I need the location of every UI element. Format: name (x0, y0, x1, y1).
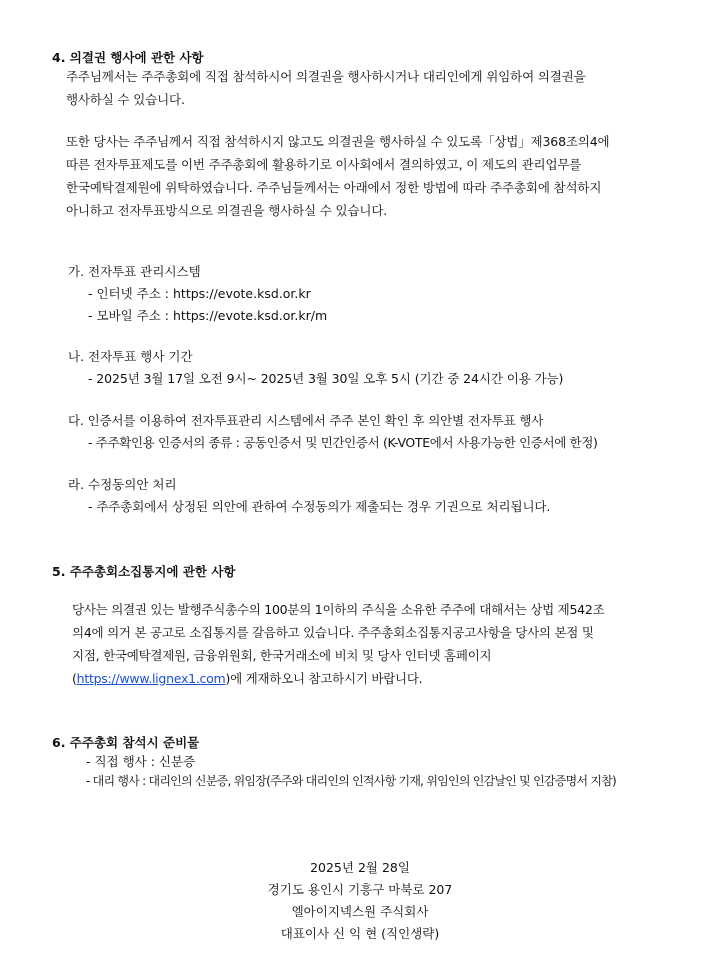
section5-heading: 5. 주주총회소집통지에 관한 사항 (52, 564, 236, 579)
item-ga-mobile: - 모바일 주소 : https://evote.ksd.or.kr/m (88, 308, 328, 323)
homepage-link[interactable]: https://www.lignex1.com (76, 671, 226, 686)
section6-direct: - 직접 행사 : 신분증 (86, 754, 196, 769)
section4-paragraph-1: 주주님께서는 주주총회에 직접 참석하시어 의결권을 행사하시거나 대리인에게 위임하여 의결권을 행사하실 수 있습니다. (66, 69, 586, 107)
section6-proxy: - 대리 행사 : 대리인의 신분증, 위임장(주주와 대리인의 인적사항 기재, 위임인의 인감날인 및 인감증명서 지참) (86, 774, 616, 788)
section6-heading: 6. 주주총회 참석시 준비물 (52, 735, 200, 750)
item-da-title: 다. 인증서를 이용하여 전자투표관리 시스템에서 주주 본인 확인 후 의안별 전자투표 행사 (68, 413, 544, 428)
item-ra-process: - 주주총회에서 상정된 의안에 관하여 수정동의가 제출되는 경우 기권으로 처리됩니다. (88, 499, 551, 514)
item-na-title: 나. 전자투표 행사 기간 (68, 349, 193, 364)
section4-heading: 4. 의결권 행사에 관한 사항 (52, 50, 204, 65)
section4-paragraph-2: 또한 당사는 주주님께서 직접 참석하시지 않고도 의결권을 행사하실 수 있도록「상법」제368조의4에 따른 전자투표제도를 이번 주주총회에 활용하기로 이사회에서 결의하였고, 이 제도의 관리업무를 한국예탁결제원에 위탁하였습니다. 주주님들께서는 아래에서 정한 방법에 따라 주주총회에 참석하지 아니하고 전자투표방식으로 의결권을 행사하실 수 있습니다. (66, 134, 610, 218)
item-da-certificate: - 주주확인용 인증서의 종류 : 공동인증서 및 민간인증서 (K-VOTE에서 사용가능한 인증서에 한정) (88, 435, 598, 450)
footer-company: 엘아이지넥스원 주식회사 (291, 904, 429, 919)
footer-date: 2025년 2월 28일 (310, 860, 410, 875)
section5-paragraph: 당사는 의결권 있는 발행주식총수의 100분의 1이하의 주식을 소유한 주주에 대해서는 상법 제542조 의4에 의거 본 공고로 소집통지를 갈음하고 있습니다. 주주총회소집통지공고사항을 당사의 본점 및 지점, 한국예탁결제원, 금융위원회, 한국거래소에 비치 및 당사 인터넷 홈페이지 (https://www.lignex1.com)에 게재하오니 참고하시기 바랍니다. (72, 602, 605, 686)
item-ra-title: 라. 수정동의안 처리 (68, 477, 177, 492)
item-ga-title: 가. 전자투표 관리시스템 (68, 264, 201, 279)
footer-ceo: 대표이사 신 익 현 (직인생략) (280, 926, 440, 941)
item-ga-internet: - 인터넷 주소 : https://evote.ksd.or.kr (88, 286, 311, 301)
item-na-period: - 2025년 3월 17일 오전 9시~ 2025년 3월 30일 오후 5시 (기간 중 24시간 이용 가능) (88, 371, 564, 386)
footer-address: 경기도 용인시 기흥구 마북로 207 (267, 882, 453, 897)
